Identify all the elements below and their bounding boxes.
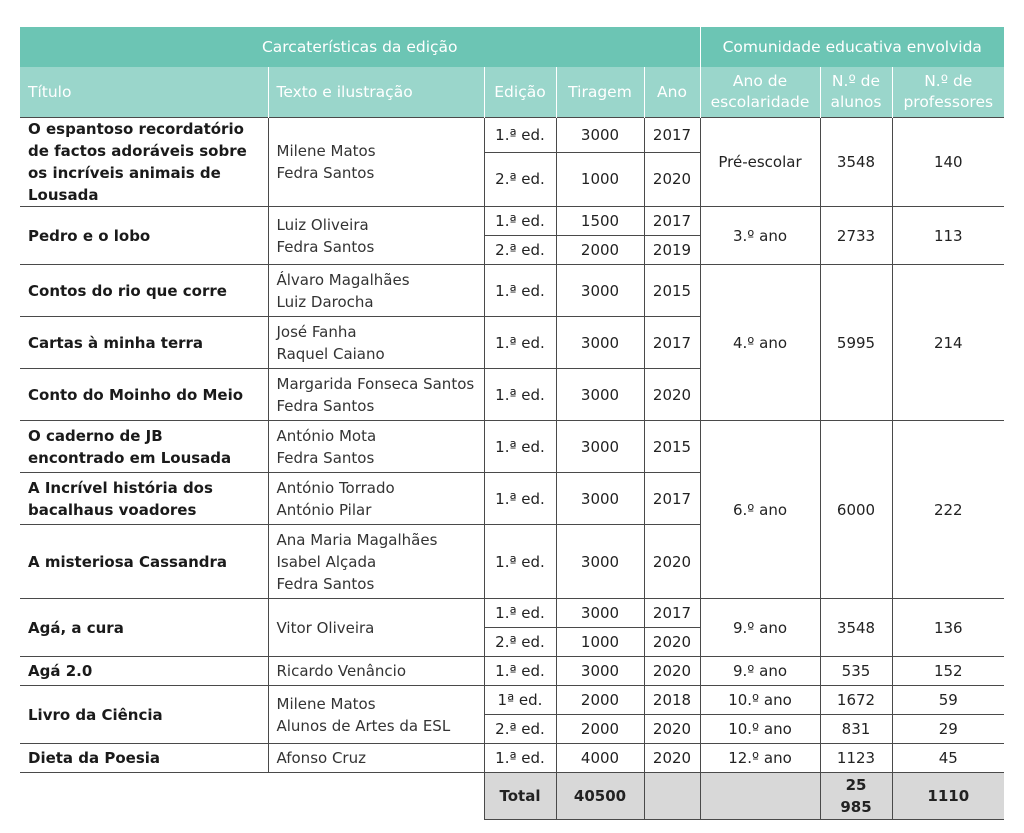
edition-cell: 1.ª ed. (484, 744, 556, 773)
year-cell: 2020 (644, 715, 700, 744)
edition-cell: 1.ª ed. (484, 421, 556, 473)
book-authors: José Fanha Raquel Caiano (268, 317, 484, 369)
book-authors: Milene Matos Alunos de Artes da ESL (268, 686, 484, 744)
print-run-cell: 3000 (556, 118, 644, 153)
edition-cell: 1.ª ed. (484, 525, 556, 599)
print-run-cell: 3000 (556, 369, 644, 421)
teachers-cell: 140 (892, 118, 1004, 207)
table-row (20, 118, 1004, 153)
students-cell: 2733 (820, 207, 892, 265)
book-authors: Ana Maria Magalhães Isabel Alçada Fedra Santos (268, 525, 484, 599)
year-cell: 2020 (644, 152, 700, 206)
col-header-title: Título (20, 67, 268, 118)
school-year-cell: 12.º ano (700, 744, 820, 773)
print-run-cell: 2000 (556, 236, 644, 265)
students-cell: 3548 (820, 118, 892, 207)
group-header-edition: Carcaterísticas da edição (20, 27, 700, 67)
year-cell: 2017 (644, 118, 700, 153)
school-year-cell: 3.º ano (700, 207, 820, 265)
teachers-cell: 136 (892, 599, 1004, 657)
students-cell: 831 (820, 715, 892, 744)
students-cell: 5995 (820, 265, 892, 421)
print-run-cell: 1500 (556, 207, 644, 236)
students-cell: 6000 (820, 421, 892, 599)
teachers-cell: 45 (892, 744, 1004, 773)
teachers-cell: 152 (892, 657, 1004, 686)
year-cell: 2020 (644, 657, 700, 686)
teachers-cell: 113 (892, 207, 1004, 265)
edition-cell: 2.ª ed. (484, 715, 556, 744)
total-students: 25 985 (820, 773, 892, 820)
year-cell: 2015 (644, 265, 700, 317)
book-authors: Margarida Fonseca Santos Fedra Santos (268, 369, 484, 421)
year-cell: 2017 (644, 599, 700, 628)
students-cell: 1123 (820, 744, 892, 773)
col-header-text: Texto e ilustração (268, 67, 484, 118)
print-run-cell: 3000 (556, 525, 644, 599)
year-cell: 2015 (644, 421, 700, 473)
year-cell: 2020 (644, 369, 700, 421)
school-year-cell: 9.º ano (700, 657, 820, 686)
book-title: O caderno de JB encontrado em Lousada (20, 421, 268, 473)
book-title: Agá, a cura (20, 599, 268, 657)
print-run-cell: 3000 (556, 265, 644, 317)
book-title: A misteriosa Cassandra (20, 525, 268, 599)
group-header-community: Comunidade educativa envolvida (700, 27, 1004, 67)
book-authors: Álvaro Magalhães Luiz Darocha (268, 265, 484, 317)
col-header-teachers: N.º de professores (892, 67, 1004, 118)
print-run-cell: 2000 (556, 715, 644, 744)
editions-table (20, 27, 1004, 820)
book-title: Dieta da Poesia (20, 744, 268, 773)
print-run-cell: 3000 (556, 473, 644, 525)
table-row (20, 657, 1004, 686)
edition-cell: 1.ª ed. (484, 599, 556, 628)
print-run-cell: 3000 (556, 317, 644, 369)
book-title: Pedro e o lobo (20, 207, 268, 265)
book-authors: Afonso Cruz (268, 744, 484, 773)
book-title: Cartas à minha terra (20, 317, 268, 369)
year-cell: 2017 (644, 473, 700, 525)
year-cell: 2018 (644, 686, 700, 715)
teachers-cell: 222 (892, 421, 1004, 599)
edition-cell: 2.ª ed. (484, 152, 556, 206)
book-title: Conto do Moinho do Meio (20, 369, 268, 421)
year-cell: 2017 (644, 317, 700, 369)
year-cell: 2020 (644, 744, 700, 773)
print-run-cell: 2000 (556, 686, 644, 715)
students-cell: 535 (820, 657, 892, 686)
table-row (20, 686, 1004, 715)
year-cell: 2019 (644, 236, 700, 265)
students-cell: 1672 (820, 686, 892, 715)
col-header-school-year: Ano de escolaridade (700, 67, 820, 118)
year-cell: 2020 (644, 628, 700, 657)
book-title: A Incrível história dos bacalhaus voadores (20, 473, 268, 525)
edition-cell: 2.ª ed. (484, 236, 556, 265)
total-teachers: 1110 (892, 773, 1004, 820)
book-authors: Milene Matos Fedra Santos (268, 118, 484, 207)
book-authors: Luiz Oliveira Fedra Santos (268, 207, 484, 265)
book-title: Contos do rio que corre (20, 265, 268, 317)
school-year-cell: 10.º ano (700, 715, 820, 744)
table-row (20, 265, 1004, 317)
school-year-cell: 6.º ano (700, 421, 820, 599)
school-year-cell: 9.º ano (700, 599, 820, 657)
col-header-year: Ano (644, 67, 700, 118)
edition-cell: 1.ª ed. (484, 118, 556, 153)
edition-cell: 2.ª ed. (484, 628, 556, 657)
print-run-cell: 1000 (556, 152, 644, 206)
table-row (20, 599, 1004, 628)
edition-cell: 1.ª ed. (484, 473, 556, 525)
book-authors: Ricardo Venâncio (268, 657, 484, 686)
book-title: O espantoso recordatório de factos adoráveis sobre os incríveis animais de Lousada (20, 118, 268, 207)
teachers-cell: 214 (892, 265, 1004, 421)
total-label: Total (484, 773, 556, 820)
print-run-cell: 4000 (556, 744, 644, 773)
table-row (20, 744, 1004, 773)
edition-cell: 1.ª ed. (484, 657, 556, 686)
year-cell: 2017 (644, 207, 700, 236)
edition-cell: 1.ª ed. (484, 317, 556, 369)
school-year-cell: 4.º ano (700, 265, 820, 421)
col-header-edition: Edição (484, 67, 556, 118)
print-run-cell: 3000 (556, 421, 644, 473)
edition-cell: 1.ª ed. (484, 369, 556, 421)
book-title: Livro da Ciência (20, 686, 268, 744)
book-title: Agá 2.0 (20, 657, 268, 686)
school-year-cell: Pré-escolar (700, 118, 820, 207)
book-authors: António Mota Fedra Santos (268, 421, 484, 473)
total-print-run: 40500 (556, 773, 644, 820)
table-row (20, 421, 1004, 473)
table-row (20, 207, 1004, 236)
edition-cell: 1ª ed. (484, 686, 556, 715)
col-header-print-run: Tiragem (556, 67, 644, 118)
print-run-cell: 1000 (556, 628, 644, 657)
edition-cell: 1.ª ed. (484, 265, 556, 317)
book-authors: Vitor Oliveira (268, 599, 484, 657)
students-cell: 3548 (820, 599, 892, 657)
teachers-cell: 29 (892, 715, 1004, 744)
year-cell: 2020 (644, 525, 700, 599)
school-year-cell: 10.º ano (700, 686, 820, 715)
book-authors: António Torrado António Pilar (268, 473, 484, 525)
print-run-cell: 3000 (556, 657, 644, 686)
edition-cell: 1.ª ed. (484, 207, 556, 236)
print-run-cell: 3000 (556, 599, 644, 628)
totals-row (20, 773, 1004, 820)
col-header-students: N.º de alunos (820, 67, 892, 118)
teachers-cell: 59 (892, 686, 1004, 715)
